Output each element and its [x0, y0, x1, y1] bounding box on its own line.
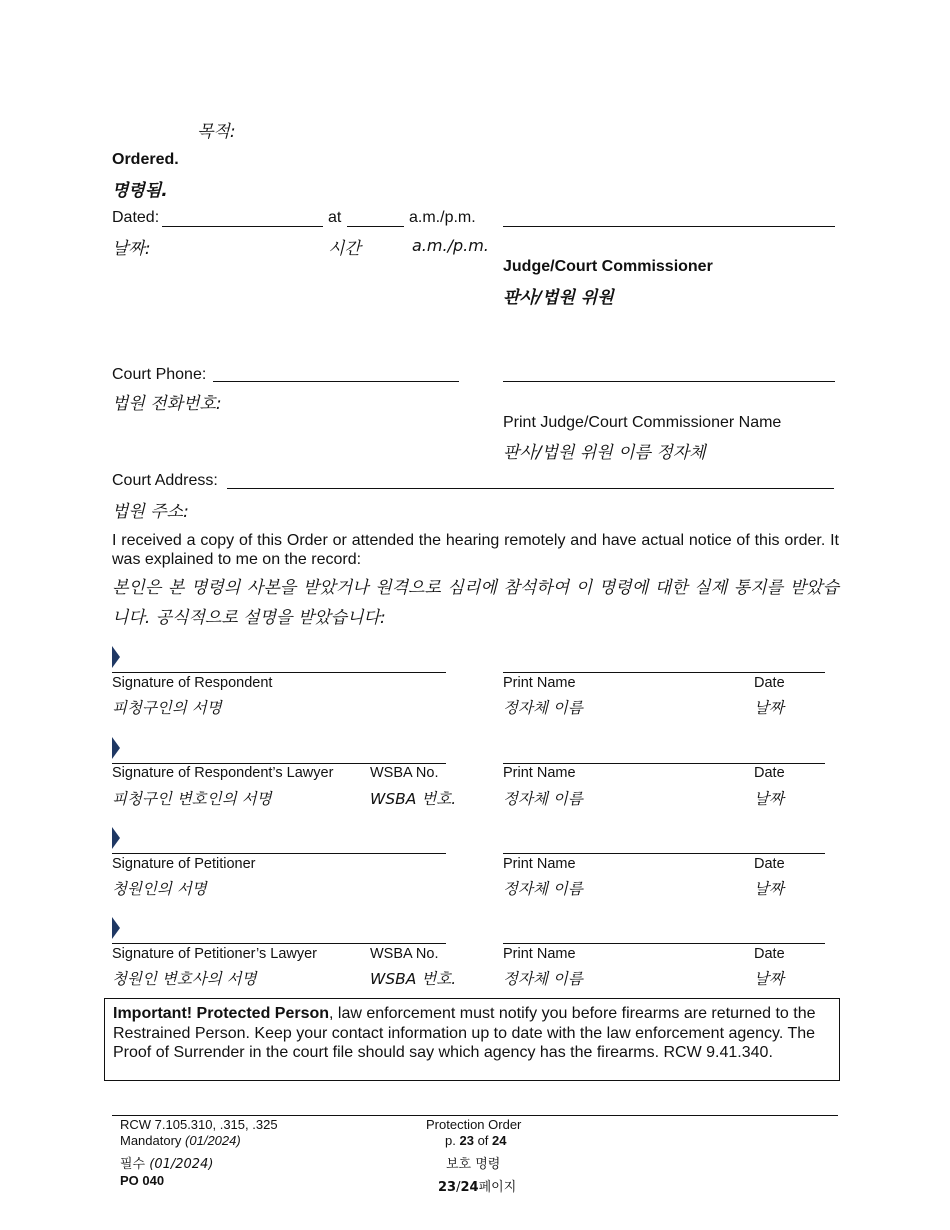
petitioner-print-name-label-ko: 정자체 이름	[503, 880, 583, 898]
footer-mandatory-ko	[120, 1153, 213, 1172]
footer-mandatory	[120, 1133, 241, 1148]
judge-print-name-label: Print Judge/Court Commissioner Name	[503, 414, 782, 431]
footer-page-prefix: p.	[445, 1133, 456, 1148]
respondent-date-label: Date	[754, 675, 785, 691]
respondent-lawyer-signature-label: Signature of Respondent’s Lawyer	[112, 765, 334, 781]
respondent-signature-label: Signature of Respondent	[112, 675, 273, 691]
petitioner-print-name-line[interactable]	[503, 853, 825, 854]
petitioner-lawyer-wsba-label: WSBA No.	[370, 946, 439, 962]
judge-title-ko: 판사/법원 위원	[503, 288, 614, 308]
footer-page-of: of	[477, 1133, 489, 1148]
footer-page-suffix-ko: 페이지	[478, 1180, 517, 1195]
notice-heading: Important! Protected Person	[113, 1005, 330, 1022]
court-phone-label-ko: 법원 전화번호:	[112, 394, 222, 414]
at-label: at	[328, 209, 342, 226]
court-address-label-ko: 법원 주소:	[112, 502, 189, 522]
petitioner-lawyer-signature-label: Signature of Petitioner’s Lawyer	[112, 946, 317, 962]
court-address-field[interactable]	[227, 488, 834, 489]
important-notice-box	[104, 998, 840, 1081]
respondent-signature-line[interactable]	[112, 672, 446, 673]
footer-form-id: PO 040	[120, 1173, 165, 1188]
dated-label: Dated:	[112, 209, 160, 226]
dated-label-ko: 날짜:	[112, 239, 151, 259]
ordered-label-ko: 명령됨.	[112, 181, 168, 201]
footer-doc-title-ko: 보호 명령	[446, 1157, 501, 1172]
petitioner-lawyer-date-label: Date	[754, 946, 785, 962]
footer-mandatory-date: (01/2024)	[185, 1133, 241, 1148]
judge-signature-line[interactable]	[503, 226, 835, 227]
footer-page-total: 24	[492, 1133, 507, 1148]
respondent-lawyer-print-name-line[interactable]	[503, 763, 825, 764]
footer-page-current-ko: 23	[438, 1180, 457, 1195]
judge-print-name-label-ko: 판사/법원 위원 이름 정자체	[503, 443, 706, 463]
petitioner-lawyer-print-name-label-ko: 정자체 이름	[503, 970, 583, 988]
respondent-lawyer-date-label: Date	[754, 765, 785, 781]
judge-print-name-line[interactable]	[503, 381, 835, 382]
respondent-lawyer-signature-label-ko: 피청구인 변호인의 서명	[112, 790, 272, 808]
petitioner-signature-label-ko: 청원인의 서명	[112, 880, 207, 898]
ampm-label-ko: a.m./p.m.	[412, 236, 489, 255]
footer-page-current: 23	[459, 1133, 474, 1148]
footer-mandatory-label: Mandatory	[120, 1133, 182, 1148]
judge-title: Judge/Court Commissioner	[503, 258, 713, 275]
petitioner-lawyer-signature-label-ko: 청원인 변호사의 서명	[112, 970, 257, 988]
receipt-statement-ko: 본인은 본 명령의 사본을 받았거나 원격으로 심리에 참석하여 이 명령에 대한 실제 통지를 받았습니다. 공식적으로 설명을 받았습니다:	[112, 578, 839, 628]
petitioner-lawyer-print-name-label: Print Name	[503, 946, 576, 962]
ordered-label: Ordered.	[112, 151, 179, 168]
respondent-lawyer-date-label-ko: 날짜	[754, 790, 784, 808]
petitioner-lawyer-signature-line[interactable]	[112, 943, 446, 944]
ampm-label: a.m./p.m.	[409, 209, 476, 226]
dated-field[interactable]	[162, 226, 323, 227]
sign-here-marker-icon	[112, 737, 120, 759]
court-phone-label: Court Phone:	[112, 366, 207, 383]
respondent-signature-label-ko: 피청구인의 서명	[112, 699, 222, 717]
petitioner-print-name-label: Print Name	[503, 856, 576, 872]
time-label-ko: 시간	[328, 239, 361, 259]
respondent-lawyer-wsba-label: WSBA No.	[370, 765, 439, 781]
sign-here-marker-icon	[112, 917, 120, 939]
respondent-lawyer-print-name-label: Print Name	[503, 765, 576, 781]
footer-doc-title: Protection Order	[426, 1117, 522, 1132]
footer-page-total-ko: 24	[460, 1180, 479, 1195]
footer-page-number-ko: 23/24페이지	[438, 1180, 517, 1195]
time-field[interactable]	[347, 226, 404, 227]
respondent-lawyer-signature-line[interactable]	[112, 763, 446, 764]
sign-here-marker-icon	[112, 646, 120, 668]
sign-here-marker-icon	[112, 827, 120, 849]
receipt-statement: I received a copy of this Order or attended the hearing remotely and have actual notice of this order. It was explained to me on the record:	[112, 532, 839, 568]
petitioner-lawyer-wsba-label-ko: WSBA 번호.	[370, 970, 457, 988]
respondent-print-name-line[interactable]	[503, 672, 825, 673]
footer-divider	[112, 1115, 838, 1116]
purpose-label-ko: 목적:	[197, 122, 236, 142]
footer-rcw: RCW 7.105.310, .315, .325	[120, 1117, 278, 1132]
footer-mandatory-ko-label: 필수	[120, 1157, 146, 1172]
court-address-label: Court Address:	[112, 472, 218, 489]
court-phone-field[interactable]	[213, 381, 459, 382]
respondent-lawyer-print-name-label-ko: 정자체 이름	[503, 790, 583, 808]
respondent-lawyer-wsba-label-ko: WSBA 번호.	[370, 790, 457, 808]
petitioner-lawyer-date-label-ko: 날짜	[754, 970, 784, 988]
petitioner-date-label-ko: 날짜	[754, 880, 784, 898]
respondent-date-label-ko: 날짜	[754, 699, 784, 717]
petitioner-lawyer-print-name-line[interactable]	[503, 943, 825, 944]
petitioner-signature-line[interactable]	[112, 853, 446, 854]
petitioner-date-label: Date	[754, 856, 785, 872]
petitioner-signature-label: Signature of Petitioner	[112, 856, 256, 872]
footer-mandatory-ko-date: (01/2024)	[149, 1157, 214, 1172]
respondent-print-name-label: Print Name	[503, 675, 576, 691]
notice-text: , law enforcement must notify you before firearms are returned to the Restrained Person. Keep your contact information up to date with the law enforcement agency. The Proof of Surrender in the court file should say which agency has the firearms. RCW 9.41.340.	[113, 1005, 816, 1061]
respondent-print-name-label-ko: 정자체 이름	[503, 699, 583, 717]
footer-page-number	[445, 1133, 507, 1148]
